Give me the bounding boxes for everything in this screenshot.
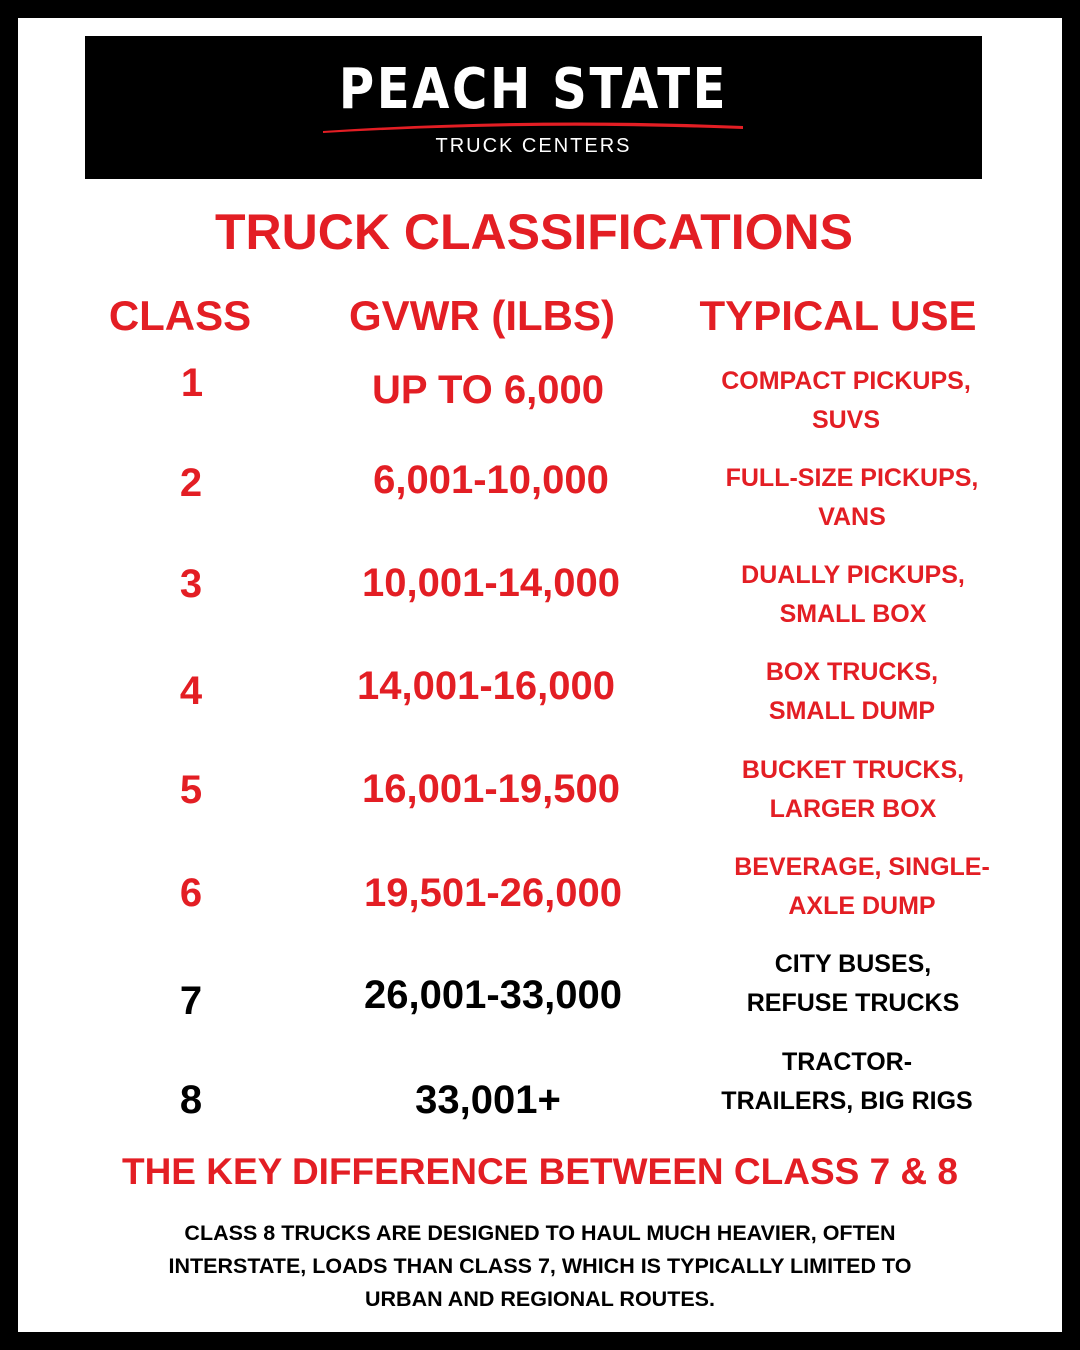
row-gvwr: 6,001-10,000 — [373, 458, 609, 502]
row-gvwr: 10,001-14,000 — [361, 561, 620, 605]
logo-swoosh-icon — [323, 119, 743, 133]
row-class: 8 — [179, 1078, 203, 1122]
row-typical-use: CITY BUSES, REFUSE TRUCKS — [746, 950, 960, 1017]
row-typical-use: BOX TRUCKS, SMALL DUMP — [765, 658, 939, 725]
row-gvwr: 14,001-16,000 — [356, 664, 615, 708]
row-gvwr: 19,501-26,000 — [363, 871, 622, 915]
page-title: TRUCK CLASSIFICATIONS — [215, 204, 853, 260]
header-typical-use: TYPICAL USE — [699, 292, 977, 339]
row-class: 2 — [179, 461, 203, 505]
row-class: 4 — [179, 669, 203, 713]
poster-frame — [18, 18, 1062, 1332]
logo-brand-name: PEACH STATE — [338, 57, 729, 122]
row-typical-use: BEVERAGE, SINGLE- AXLE DUMP — [734, 853, 990, 920]
header-gvwr: GVWR (ILBS) — [349, 292, 615, 339]
row-typical-use: DUALLY PICKUPS, SMALL BOX — [741, 561, 965, 628]
header-class: CLASS — [108, 292, 252, 339]
row-class: 3 — [179, 562, 203, 606]
row-typical-use: TRACTOR- TRAILERS, BIG RIGS — [721, 1048, 973, 1115]
row-typical-use: COMPACT PICKUPS, SUVS — [721, 367, 971, 434]
logo-subtitle: TRUCK CENTERS — [435, 135, 632, 157]
logo-banner — [85, 36, 982, 179]
key-difference-heading: THE KEY DIFFERENCE BETWEEN CLASS 7 & 8 — [121, 1151, 959, 1192]
row-class: 7 — [179, 979, 203, 1023]
row-class: 6 — [179, 871, 203, 915]
row-gvwr: 33,001+ — [415, 1078, 561, 1122]
row-gvwr: 16,001-19,500 — [361, 767, 620, 811]
key-difference-note: CLASS 8 TRUCKS ARE DESIGNED TO HAUL MUCH HEAVIER, OFTEN INTERSTATE, LOADS THAN CLASS 7, WHICH IS TYPICALLY LIMITED TO URBAN AND REGIONAL ROUTES. — [168, 1221, 912, 1311]
row-typical-use: BUCKET TRUCKS, LARGER BOX — [741, 756, 965, 823]
row-class: 5 — [179, 768, 203, 812]
row-gvwr: 26,001-33,000 — [363, 973, 622, 1017]
row-typical-use: FULL-SIZE PICKUPS, VANS — [725, 464, 979, 531]
row-class: 1 — [180, 361, 204, 405]
row-gvwr: UP TO 6,000 — [372, 368, 604, 412]
